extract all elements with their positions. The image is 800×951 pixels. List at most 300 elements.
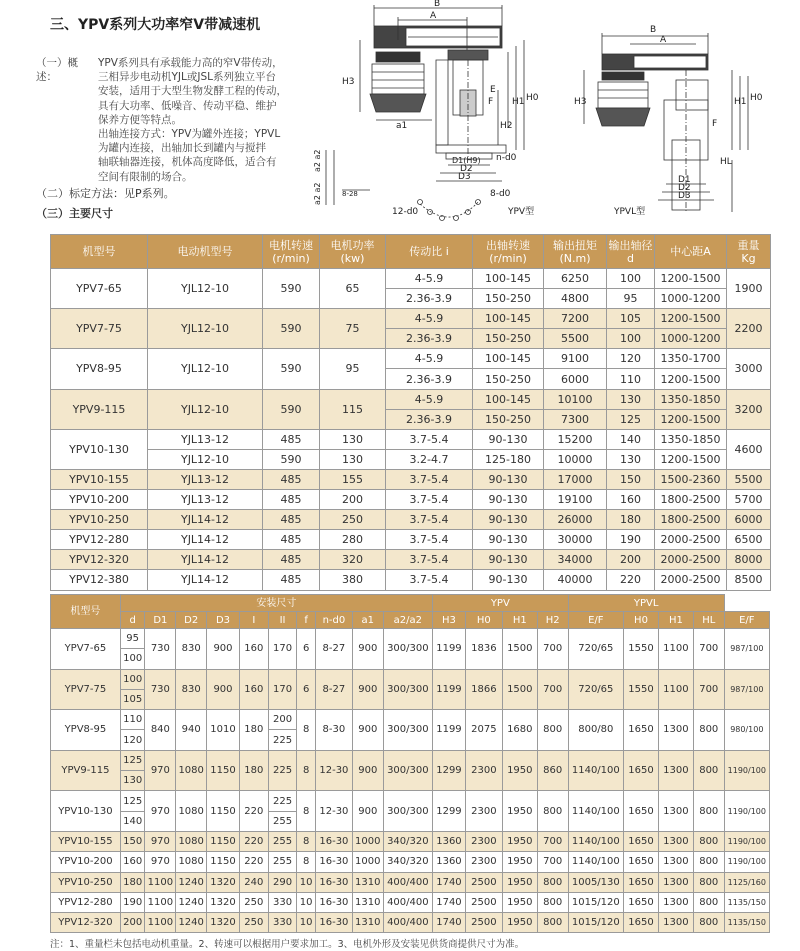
cell-power: 320 [320,550,386,570]
table2-sub-header-2: D2 [176,612,207,629]
cell-val: 1650 [624,791,659,832]
main-specs-table [50,234,771,591]
cell-val: 700 [537,629,568,670]
cell-val: 1150 [207,791,240,832]
cell-val: 1740 [433,913,466,933]
drawing-label-d3: D3 [458,172,471,182]
cell-val: 1310 [352,913,383,933]
cell-speed: 485 [263,530,320,550]
drawing-label-h2: H2 [500,121,513,131]
cell-val: 1000 [352,831,383,851]
cell-val: 1650 [624,750,659,791]
cell-val: 840 [145,710,176,751]
cell-val: 300/300 [383,710,432,751]
table2-sub-header-9: a2/a2 [383,612,432,629]
cell-power: 95 [320,349,386,389]
cell-center: 1350-1850 [655,429,727,449]
cell-val: 1199 [433,710,466,751]
table2-sub-header-10: H3 [433,612,466,629]
cell-val: 8 [297,750,315,791]
cell-ii: 225 [268,750,297,791]
cell-val: 800 [693,852,724,872]
table1-header-6: 输出扭矩 (N.m) [544,235,607,269]
table-row [51,389,771,409]
cell-val: 1950 [502,750,537,791]
cell-val: 800 [693,892,724,912]
model-cell: YPV8-95 [51,349,148,389]
cell-speed: 485 [263,429,320,449]
cell-val: 970 [145,750,176,791]
table1-header-7: 输出轴径 d [607,235,655,269]
table2-sub-header-1: D1 [145,612,176,629]
cell-val: 730 [145,669,176,710]
table-row [51,872,770,892]
cell-ratio: 3.7-5.4 [386,570,473,590]
model-cell: YPV12-280 [51,530,148,550]
cell-val: 970 [145,791,176,832]
table1-header-8: 中心距A [655,235,727,269]
marking-label: （二）标定方法： [36,187,124,200]
cell-val: 1866 [465,669,502,710]
table-row [51,269,771,289]
cell-out: 125-180 [473,449,544,469]
cell-val: 980/100 [724,710,769,751]
cell-val: 400/400 [383,913,432,933]
table2-sub-header-13: H2 [537,612,568,629]
cell-val: 300/300 [383,669,432,710]
cell-val: 300/300 [383,750,432,791]
table-row [51,469,771,489]
cell-d: 125 [120,791,145,811]
table2-sub-header-6: f [297,612,315,629]
cell-val: 8-27 [315,669,352,710]
cell-val: 8 [297,710,315,751]
table-row [51,791,770,811]
drawing-label-h1: H1 [512,97,525,107]
cell-center: 1200-1500 [655,369,727,389]
ypv-caption: YPV型 [508,207,535,217]
cell-dia: 160 [607,490,655,510]
drawing-label-f: F [488,97,494,107]
table1-header-1: 电动机型号 [148,235,263,269]
cell-power: 250 [320,510,386,530]
table2-sub-header-0: d [120,612,145,629]
cell-val: 1836 [465,629,502,670]
cell-val: 1135/150 [724,892,769,912]
cell-val: 1650 [624,892,659,912]
cell-val: 900 [352,710,383,751]
cell-out: 90-130 [473,570,544,590]
cell-torque: 26000 [544,510,607,530]
model-cell: YPV9-115 [51,750,121,791]
cell-val: 1300 [658,892,693,912]
cell-val: 800 [537,710,568,751]
cell-dia: 125 [607,409,655,429]
cell-val: 1950 [502,852,537,872]
model-cell: YPV10-200 [51,852,121,872]
cell-torque: 10100 [544,389,607,409]
cell-out: 90-130 [473,530,544,550]
drawing-label-d2b: D2 [678,183,691,193]
cell-d: 110 [120,710,145,730]
cell-motor: YJL12-10 [148,269,263,309]
cell-center: 1200-1500 [655,309,727,329]
cell-val: 220 [239,852,268,872]
cell-val: 1299 [433,791,466,832]
cell-val: 800 [693,710,724,751]
overview-label: （一）概述： [36,57,78,84]
cell-val: 240 [239,872,268,892]
cell-val: 720/65 [568,669,623,710]
cell-out: 90-130 [473,469,544,489]
cell-val: 1950 [502,791,537,832]
cell-val: 220 [239,831,268,851]
cell-val: 900 [207,629,240,670]
cell-center: 1500-2360 [655,469,727,489]
cell-center: 2000-2500 [655,570,727,590]
cell-val: 1310 [352,872,383,892]
cell-ratio: 2.36-3.9 [386,369,473,389]
cell-center: 1000-1200 [655,329,727,349]
table2-group-header-row [51,595,770,612]
cell-power: 280 [320,530,386,550]
drawing-label-8d0: 8-d0 [490,189,511,199]
cell-ratio: 4-5.9 [386,309,473,329]
cell-val: 1190/100 [724,750,769,791]
table2-sub-header-11: H0 [465,612,502,629]
weight-cell: 5500 [727,469,771,489]
cell-val: 1240 [176,892,207,912]
cell-d: 160 [120,852,145,872]
cell-dia: 200 [607,550,655,570]
cell-val: 400/400 [383,892,432,912]
cell-val: 2300 [465,791,502,832]
cell-ratio: 4-5.9 [386,389,473,409]
cell-val: 1125/160 [724,872,769,892]
drawing-label-h0b: H0 [750,93,763,103]
cell-motor: YJL12-10 [148,389,263,429]
cell-val: 1150 [207,831,240,851]
drawing-label-a2a: a2 a2 [313,149,322,172]
cell-val: 800 [693,750,724,791]
cell-val: 180 [239,750,268,791]
cell-speed: 590 [263,309,320,349]
cell-val: 800 [693,872,724,892]
dims-heading: （三）主要尺寸 [36,207,113,220]
cell-d: 95 [120,629,145,649]
cell-dia: 120 [607,349,655,369]
cell-ii: 255 [268,852,297,872]
table1-header-row [51,235,771,269]
table-row [51,831,770,851]
table2-sub-header-row [51,612,770,629]
model-cell: YPV10-250 [51,872,121,892]
cell-val: 1320 [207,892,240,912]
table-row [51,570,771,590]
cell-d: 190 [120,892,145,912]
dimensions-table [50,594,770,933]
cell-dia: 180 [607,510,655,530]
cell-val: 10 [297,913,315,933]
weight-cell: 8500 [727,570,771,590]
cell-ii: 255 [268,811,297,831]
cell-speed: 590 [263,269,320,309]
cell-val: 1320 [207,913,240,933]
drawing-label-d3b: D3 [678,191,691,201]
cell-val: 1300 [658,791,693,832]
cell-val: 6 [297,629,315,670]
model-cell: YPV8-95 [51,710,121,751]
cell-val: 1300 [658,750,693,791]
cell-val: 800 [537,791,568,832]
table-row [51,510,771,530]
cell-out: 90-130 [473,510,544,530]
cell-val: 1080 [176,791,207,832]
cell-val: 8 [297,852,315,872]
cell-torque: 34000 [544,550,607,570]
cell-val: 340/320 [383,831,432,851]
cell-motor: YJL14-12 [148,570,263,590]
table1-header-4: 传动比 i [386,235,473,269]
cell-val: 970 [145,831,176,851]
cell-dia: 220 [607,570,655,590]
table2-sub-header-7: n-d0 [315,612,352,629]
cell-center: 2000-2500 [655,530,727,550]
cell-out: 90-130 [473,550,544,570]
cell-val: 1680 [502,710,537,751]
weight-cell: 5700 [727,490,771,510]
cell-val: 1080 [176,831,207,851]
drawing-label-h3b: H3 [574,97,587,107]
page-title: 三、YPV系列大功率窄V带减速机 [50,17,261,33]
cell-ratio: 4-5.9 [386,269,473,289]
drawing-label-a2b: a2 a2 [313,182,322,205]
table2-sub-header-12: H1 [502,612,537,629]
cell-ratio: 2.36-3.9 [386,289,473,309]
cell-val: 220 [239,791,268,832]
cell-val: 800 [537,913,568,933]
table-row [51,669,770,689]
table-row [51,913,770,933]
cell-speed: 485 [263,570,320,590]
cell-ii: 255 [268,831,297,851]
cell-speed: 590 [263,449,320,469]
model-cell: YPV10-130 [51,429,148,469]
cell-val: 1950 [502,831,537,851]
cell-val: 8 [297,791,315,832]
table1-body [51,269,771,591]
cell-val: 860 [537,750,568,791]
table1-header-3: 电机功率 (kw) [320,235,386,269]
cell-ii: 290 [268,872,297,892]
table2-model-header: 机型号 [51,595,121,629]
cell-val: 1950 [502,892,537,912]
table-row [51,449,771,469]
cell-val: 1015/120 [568,892,623,912]
cell-val: 10 [297,872,315,892]
cell-center: 1200-1500 [655,269,727,289]
cell-val: 1240 [176,872,207,892]
cell-val: 2500 [465,872,502,892]
table2-sub-header-14: E/F [568,612,623,629]
weight-cell: 3200 [727,389,771,429]
cell-motor: YJL13-12 [148,490,263,510]
cell-val: 1190/100 [724,791,769,832]
weight-cell: 6500 [727,530,771,550]
cell-val: 250 [239,892,268,912]
cell-d: 100 [120,669,145,689]
cell-d: 105 [120,689,145,709]
cell-val: 900 [207,669,240,710]
drawing-label-b: B [434,0,441,9]
cell-val: 1005/130 [568,872,623,892]
ypvl-caption: YPVL型 [614,207,646,217]
cell-speed: 485 [263,469,320,489]
drawing-label-hl: HL [720,157,732,167]
cell-val: 1100 [658,669,693,710]
cell-center: 1350-1700 [655,349,727,369]
table2-body [51,629,770,933]
weight-cell: 8000 [727,550,771,570]
cell-torque: 9100 [544,349,607,369]
cell-val: 16-30 [315,872,352,892]
cell-out: 100-145 [473,349,544,369]
cell-power: 65 [320,269,386,309]
cell-val: 12-30 [315,750,352,791]
model-cell: YPV7-75 [51,669,121,710]
drawing-label-nd0: n-d0 [496,153,517,163]
cell-d: 100 [120,649,145,669]
cell-val: 1100 [145,913,176,933]
cell-center: 1800-2500 [655,490,727,510]
cell-torque: 19100 [544,490,607,510]
cell-val: 800 [693,831,724,851]
cell-motor: YJL14-12 [148,550,263,570]
cell-val: 2075 [465,710,502,751]
cell-ratio: 3.7-5.4 [386,530,473,550]
cell-speed: 485 [263,490,320,510]
cell-motor: YJL13-12 [148,469,263,489]
cell-torque: 5500 [544,329,607,349]
cell-val: 987/100 [724,669,769,710]
drawing-label-h0: H0 [526,93,539,103]
cell-motor: YJL12-10 [148,349,263,389]
cell-out: 150-250 [473,369,544,389]
cell-val: 1310 [352,892,383,912]
cell-val: 1140/100 [568,831,623,851]
cell-val: 180 [239,710,268,751]
cell-val: 720/65 [568,629,623,670]
cell-val: 1500 [502,629,537,670]
cell-val: 2300 [465,750,502,791]
table2-sub-header-5: II [268,612,297,629]
cell-val: 1150 [207,852,240,872]
cell-dia: 130 [607,449,655,469]
model-cell: YPV12-380 [51,570,148,590]
cell-center: 1350-1850 [655,389,727,409]
drawing-label-fb: F [712,119,718,129]
cell-center: 1800-2500 [655,510,727,530]
cell-val: 1650 [624,710,659,751]
marking-text: 见P系列。 [124,187,175,200]
cell-val: 940 [176,710,207,751]
marking-section [36,185,175,201]
cell-ratio: 3.7-5.4 [386,550,473,570]
cell-ratio: 3.7-5.4 [386,429,473,449]
cell-val: 830 [176,669,207,710]
cell-val: 1080 [176,852,207,872]
cell-val: 1190/100 [724,852,769,872]
cell-ratio: 4-5.9 [386,349,473,369]
cell-torque: 15200 [544,429,607,449]
cell-val: 730 [145,629,176,670]
cell-val: 1000 [352,852,383,872]
cell-torque: 40000 [544,570,607,590]
cell-val: 250 [239,913,268,933]
table2-sub-header-16: H1 [658,612,693,629]
cell-val: 300/300 [383,791,432,832]
table-row [51,892,770,912]
cell-power: 200 [320,490,386,510]
drawing-label-d2: D2 [460,164,473,174]
cell-torque: 4800 [544,289,607,309]
drawing-label-a: A [430,11,437,21]
overview-text: YPV系列具有承载能力高的窄V带传动， 三相异步电动机YJL或JSL系列独立平台 安装，适用于大型生物发酵工程的传动， 具有大功率、低噪音、传动平稳、维护 保养方便等特点。 出轴连接方式：YPV为罐外连接；YPVL 为罐内连接，出轴加长到罐内与搅拌 轴联轴器连接，机体高度降低，适合有 空间有限制的场合。 [98,57,287,183]
cell-ii: 170 [268,629,297,670]
cell-val: 1080 [176,750,207,791]
cell-val: 1740 [433,872,466,892]
cell-val: 340/320 [383,852,432,872]
cell-val: 8-30 [315,710,352,751]
table-row [51,750,770,770]
cell-ii: 330 [268,913,297,933]
cell-val: 1360 [433,831,466,851]
cell-val: 1550 [624,669,659,710]
table-row [51,349,771,369]
cell-val: 800/80 [568,710,623,751]
drawing-label-a1: a1 [396,121,408,131]
cell-power: 380 [320,570,386,590]
drawing-label-d1b: D1 [678,175,691,185]
cell-val: 1300 [658,872,693,892]
cell-d: 120 [120,730,145,750]
cell-val: 2300 [465,852,502,872]
cell-val: 1740 [433,892,466,912]
cell-out: 150-250 [473,409,544,429]
cell-val: 1100 [145,872,176,892]
cell-torque: 17000 [544,469,607,489]
table1-header-2: 电机转速 (r/min) [263,235,320,269]
cell-val: 700 [537,669,568,710]
cell-val: 700 [693,629,724,670]
cell-dia: 140 [607,429,655,449]
table1-header-0: 机型号 [51,235,148,269]
cell-d: 130 [120,771,145,791]
cell-power: 130 [320,449,386,469]
model-cell: YPV10-155 [51,831,121,851]
cell-out: 90-130 [473,490,544,510]
table2-group-install: 安装尺寸 [120,595,432,612]
table2-sub-header-4: I [239,612,268,629]
cell-d: 125 [120,750,145,770]
cell-val: 900 [352,669,383,710]
cell-val: 970 [145,852,176,872]
cell-val: 1199 [433,629,466,670]
cell-val: 1140/100 [568,852,623,872]
model-cell: YPV10-155 [51,469,148,489]
cell-val: 1140/100 [568,791,623,832]
drawing-label-h3: H3 [342,77,355,87]
